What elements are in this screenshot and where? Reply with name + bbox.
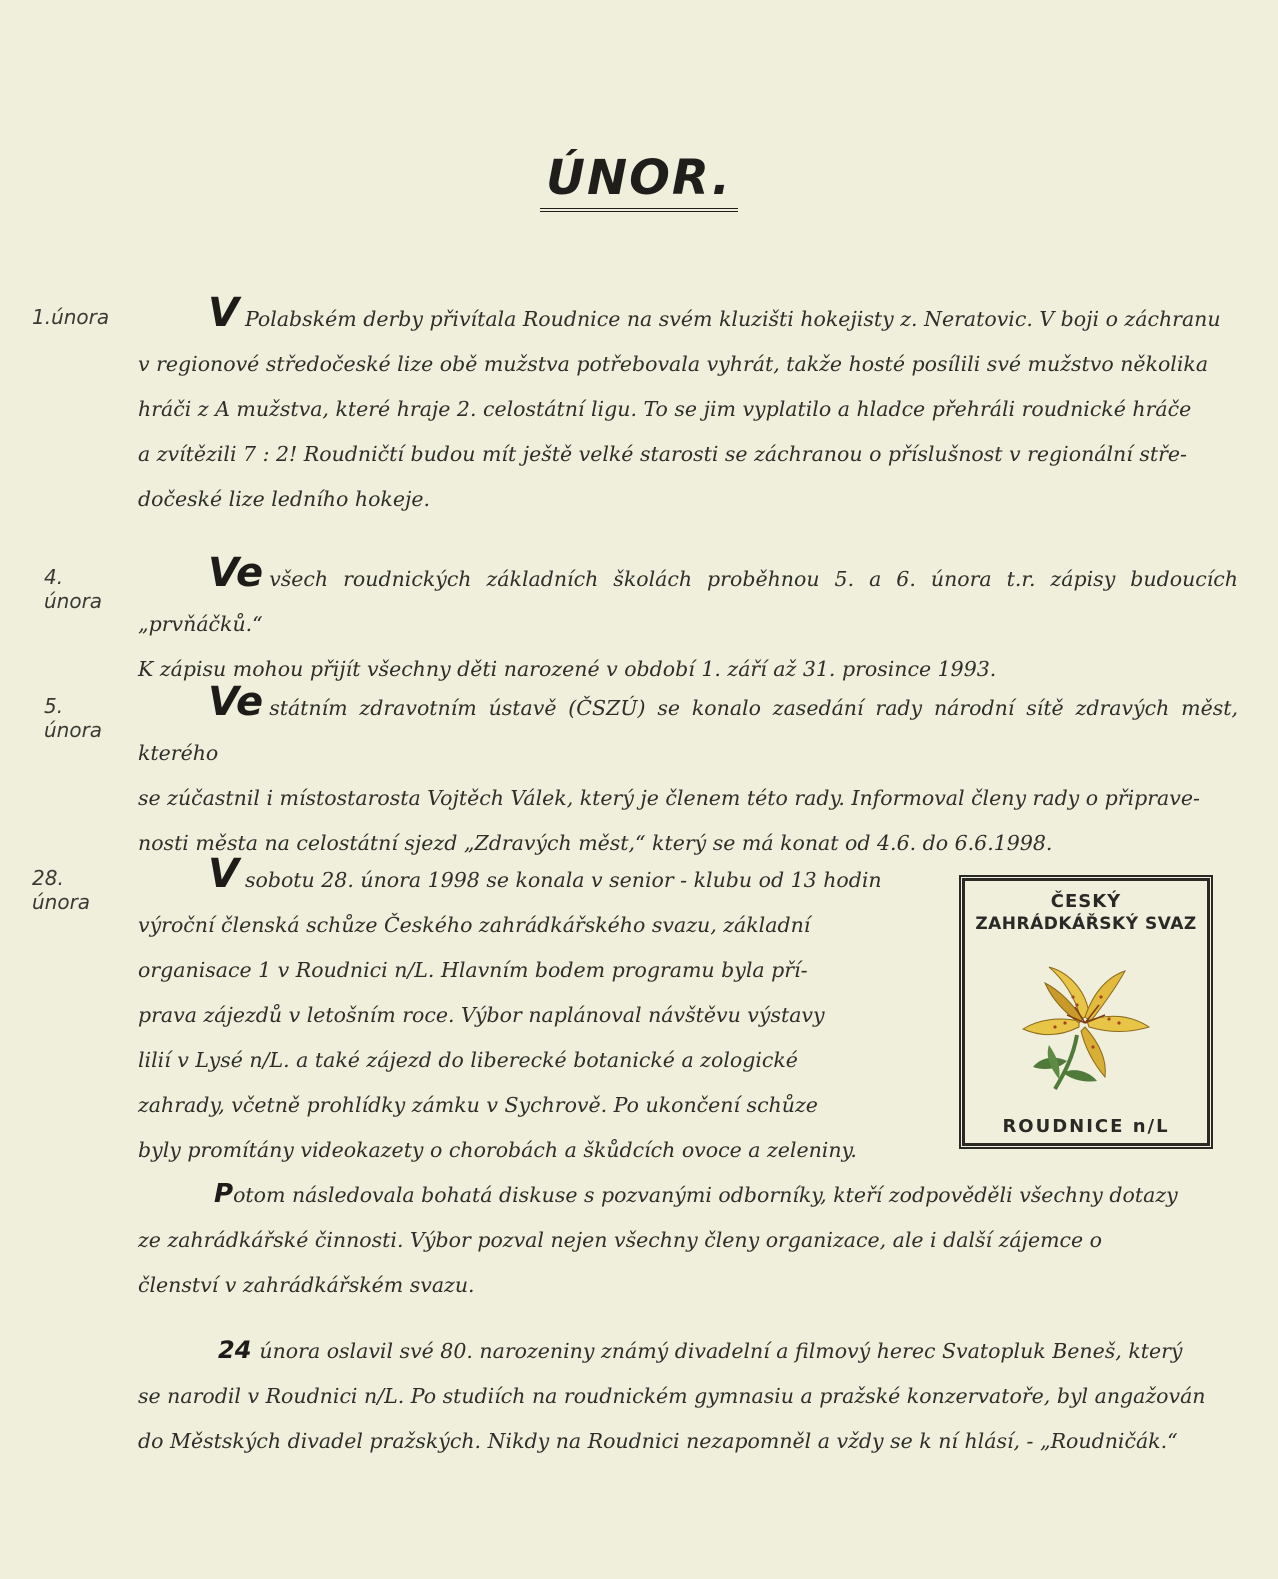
lily-flower-icon bbox=[1015, 957, 1155, 1097]
text-line: se zúčastnil i místostarosta Vojtěch Válek, který je členem této rady. Informoval členy rady o připrave- bbox=[138, 786, 1200, 810]
drop-cap: Ve bbox=[208, 679, 264, 725]
text-line: Ve všech roudnických základních školách proběhnou 5. a 6. února t.r. zápisy budoucích „prvňáčků.“ bbox=[138, 550, 1238, 636]
entry-continuation bbox=[138, 1172, 1238, 1308]
drop-cap: V bbox=[208, 290, 239, 336]
text-line: Potom následovala bohatá diskuse s pozvanými odborníky, kteří zodpověděli všechny dotazy bbox=[214, 1179, 1178, 1209]
entry-text bbox=[138, 679, 1238, 866]
garden-union-stamp bbox=[962, 878, 1210, 1146]
text-line: K zápisu mohou přijít všechny děti narozené v období 1. září až 31. prosince 1993. bbox=[138, 657, 997, 681]
title-text: ÚNOR. bbox=[540, 150, 738, 212]
text-line: byly promítány videokazety o chorobách a škůdcích ovoce a zeleniny. bbox=[138, 1138, 857, 1162]
entry-text bbox=[138, 851, 938, 1173]
text-line: V Polabském derby přivítala Roudnice na svém kluzišti hokejisty z. Neratovic. V boji o záchranu bbox=[208, 290, 1221, 336]
stamp-town: ROUDNICE n/L bbox=[1002, 1116, 1170, 1137]
text-line: Ve státním zdravotním ústavě (ČSZÚ) se konalo zasedání rady národní sítě zdravých měst, kterého bbox=[138, 679, 1238, 765]
text-line: nosti města na celostátní sjezd „Zdravých měst,“ který se má konat od 4.6. do 6.6.1998. bbox=[138, 831, 1053, 855]
entry-text bbox=[138, 1328, 1238, 1464]
text-line: 24 února oslavil své 80. narozeniny známý divadelní a filmový herec Svatopluk Beneš, který bbox=[218, 1336, 1183, 1364]
day-number: 24 bbox=[218, 1336, 252, 1364]
text-line: prava zájezdů v letošním roce. Výbor naplánoval návštěvu výstavy bbox=[138, 1003, 825, 1027]
drop-cap: P bbox=[214, 1179, 234, 1209]
text-line: hráči z A mužstva, které hraje 2. celostátní ligu. To se jim vyplatilo a hladce přehráli roudnické hráče bbox=[138, 397, 1192, 421]
entry-date: 5. února bbox=[44, 694, 103, 742]
entry-date: 1.února bbox=[32, 305, 110, 329]
stamp-line-1: ČESKÝ bbox=[1050, 891, 1122, 912]
text-line: členství v zahrádkářském svazu. bbox=[138, 1273, 475, 1297]
text-line: lilií v Lysé n/L. a také zájezd do liberecké botanické a zologické bbox=[138, 1048, 798, 1072]
drop-cap: V bbox=[208, 851, 239, 897]
text-line: ze zahrádkářské činnosti. Výbor pozval nejen všechny členy organizace, ale i další zájemce o bbox=[138, 1228, 1103, 1252]
stamp-line-2: ZAHRÁDKÁŘSKÝ SVAZ bbox=[975, 914, 1197, 934]
text-line: zahrady, včetně prohlídky zámku v Sychrově. Po ukončení schůze bbox=[138, 1093, 818, 1117]
text-line: v regionové středočeské lize obě mužstva potřebovala vyhrát, takže hosté posílili své mužstvo několika bbox=[138, 352, 1209, 376]
page-title bbox=[0, 150, 1278, 212]
text-line: dočeské lize ledního hokeje. bbox=[138, 487, 430, 511]
entry-date: 4. února bbox=[44, 565, 103, 613]
text-line: výroční členská schůze Českého zahrádkářského svazu, základní bbox=[138, 913, 811, 937]
text-line: Vsobotu 28. února 1998 se konala v senior - klubu od 13 hodin bbox=[208, 851, 882, 897]
entry-text bbox=[138, 550, 1238, 692]
text-line: se narodil v Roudnici n/L. Po studiích na roudnickém gymnasiu a pražské konzervatoře, byl angažován bbox=[138, 1384, 1206, 1408]
entry-text bbox=[138, 290, 1238, 522]
text-line: organisace 1 v Roudnici n/L. Hlavním bodem programu byla pří- bbox=[138, 958, 808, 982]
drop-cap: Ve bbox=[208, 550, 264, 596]
text-line: a zvítězili 7 : 2! Roudničtí budou mít ještě velké starosti se záchranou o příslušnost v regionální stře- bbox=[138, 442, 1187, 466]
entry-date: 28. února bbox=[32, 866, 91, 914]
text-line: do Městských divadel pražských. Nikdy na Roudnici nezapomněl a vždy se k ní hlásí, - „Roudničák.“ bbox=[138, 1429, 1178, 1453]
